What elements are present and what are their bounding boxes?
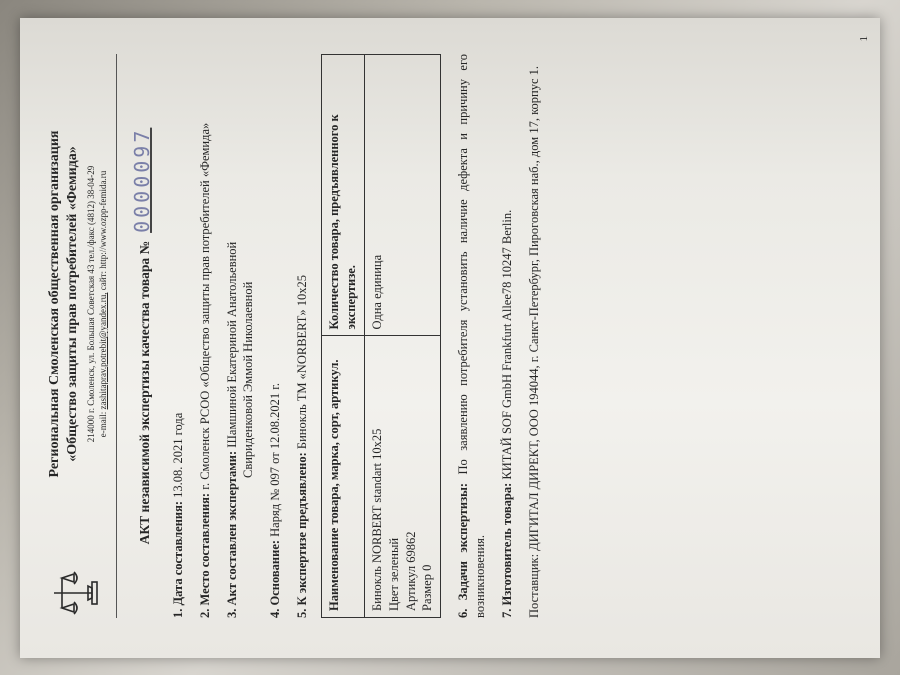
cell-goods-name (364, 336, 441, 618)
letterhead (46, 54, 110, 618)
basis-label: 4. Основание: (268, 539, 283, 618)
col-header-name: Наименование товара, марка, сорт, артикул. (322, 336, 365, 618)
presented-value: Бинокль ТМ «NORBERT» 10х25 (295, 274, 310, 450)
contacts (86, 54, 109, 554)
item-place (197, 54, 214, 618)
manufacturer-value: КИТАЙ SOF GmbH Frankfurt Allee78 10247 Berlin. (500, 209, 515, 480)
item-supplier: Поставщик: ДИГИТАЛ ДИРЕКТ, ООО 194044, г. Санкт-Петербург, Пироговская наб., дом 17, корпус 1. (526, 66, 541, 618)
document-page (20, 18, 880, 658)
presented-label: 5. К экспертизе предъявлено: (295, 452, 310, 618)
table-header-row (322, 55, 365, 618)
item-manufacturer (499, 54, 516, 618)
basis-value: Наряд № 097 от 12.08.2021 г. (268, 382, 283, 537)
item-basis (267, 54, 284, 618)
cell-quantity: Одна единица (364, 55, 441, 337)
organization-name: Региональная Смоленская общественная организация (47, 130, 62, 478)
experts-label: 3. Акт составлен экспертами: (224, 450, 239, 618)
goods-table (321, 54, 441, 618)
experts-line2: Свириденковой Эммой Николаевной (241, 281, 256, 478)
goods-name: Бинокль NORBERT standart 10х25 (369, 428, 384, 611)
email-label: e-mail: (98, 411, 109, 438)
address: 214000 г. Смоленск, ул. Большая Советская 43 тел./факс (4812) 38-04-29 (86, 165, 97, 443)
act-title-row (129, 54, 156, 618)
tasks-label: 6. Задачи экспертизы: (456, 482, 471, 618)
act-title: АКТ независимой экспертизы качества товара № (136, 240, 152, 545)
goods-size: Размер 0 (420, 564, 435, 611)
col-header-quantity: Количество товара, предъявленного к экспертизе. (322, 55, 365, 337)
item-presented (294, 54, 311, 618)
tasks-value: По заявлению потребителя установить наличие дефекта и причину его возникновения. (456, 53, 488, 618)
site-link[interactable]: сайт: http://www.ozpp-femida.ru (98, 170, 109, 291)
page-number: 1 (858, 36, 871, 42)
item-experts (224, 54, 258, 618)
goods-article: Артикул 69862 (403, 531, 418, 611)
experts-line1: Шамшиной Екатериной Анатольевной (224, 241, 239, 448)
item-date (170, 54, 187, 618)
goods-color: Цвет зеленый (386, 537, 401, 611)
date-label: 1. Дата составления: (170, 500, 185, 618)
email-link[interactable]: zashitaprav.potrebit@yandex.ru, (98, 292, 109, 410)
table-row (364, 55, 441, 618)
header-divider (116, 54, 117, 618)
place-label: 2. Место составления: (197, 492, 212, 618)
date-value: 13.08. 2021 года (170, 412, 185, 498)
scales-emblem-icon (48, 568, 100, 618)
manufacturer-label: 7. Изготовитель товара: (500, 482, 515, 618)
item-tasks (455, 54, 489, 618)
organization-subname: «Общество защиты прав потребителей «Фемида» (64, 146, 80, 462)
place-value: г. Смоленск РСОО «Общество защиты прав потребителей «Фемида» (197, 122, 212, 490)
act-number-stamp: 0000097 (129, 127, 154, 233)
